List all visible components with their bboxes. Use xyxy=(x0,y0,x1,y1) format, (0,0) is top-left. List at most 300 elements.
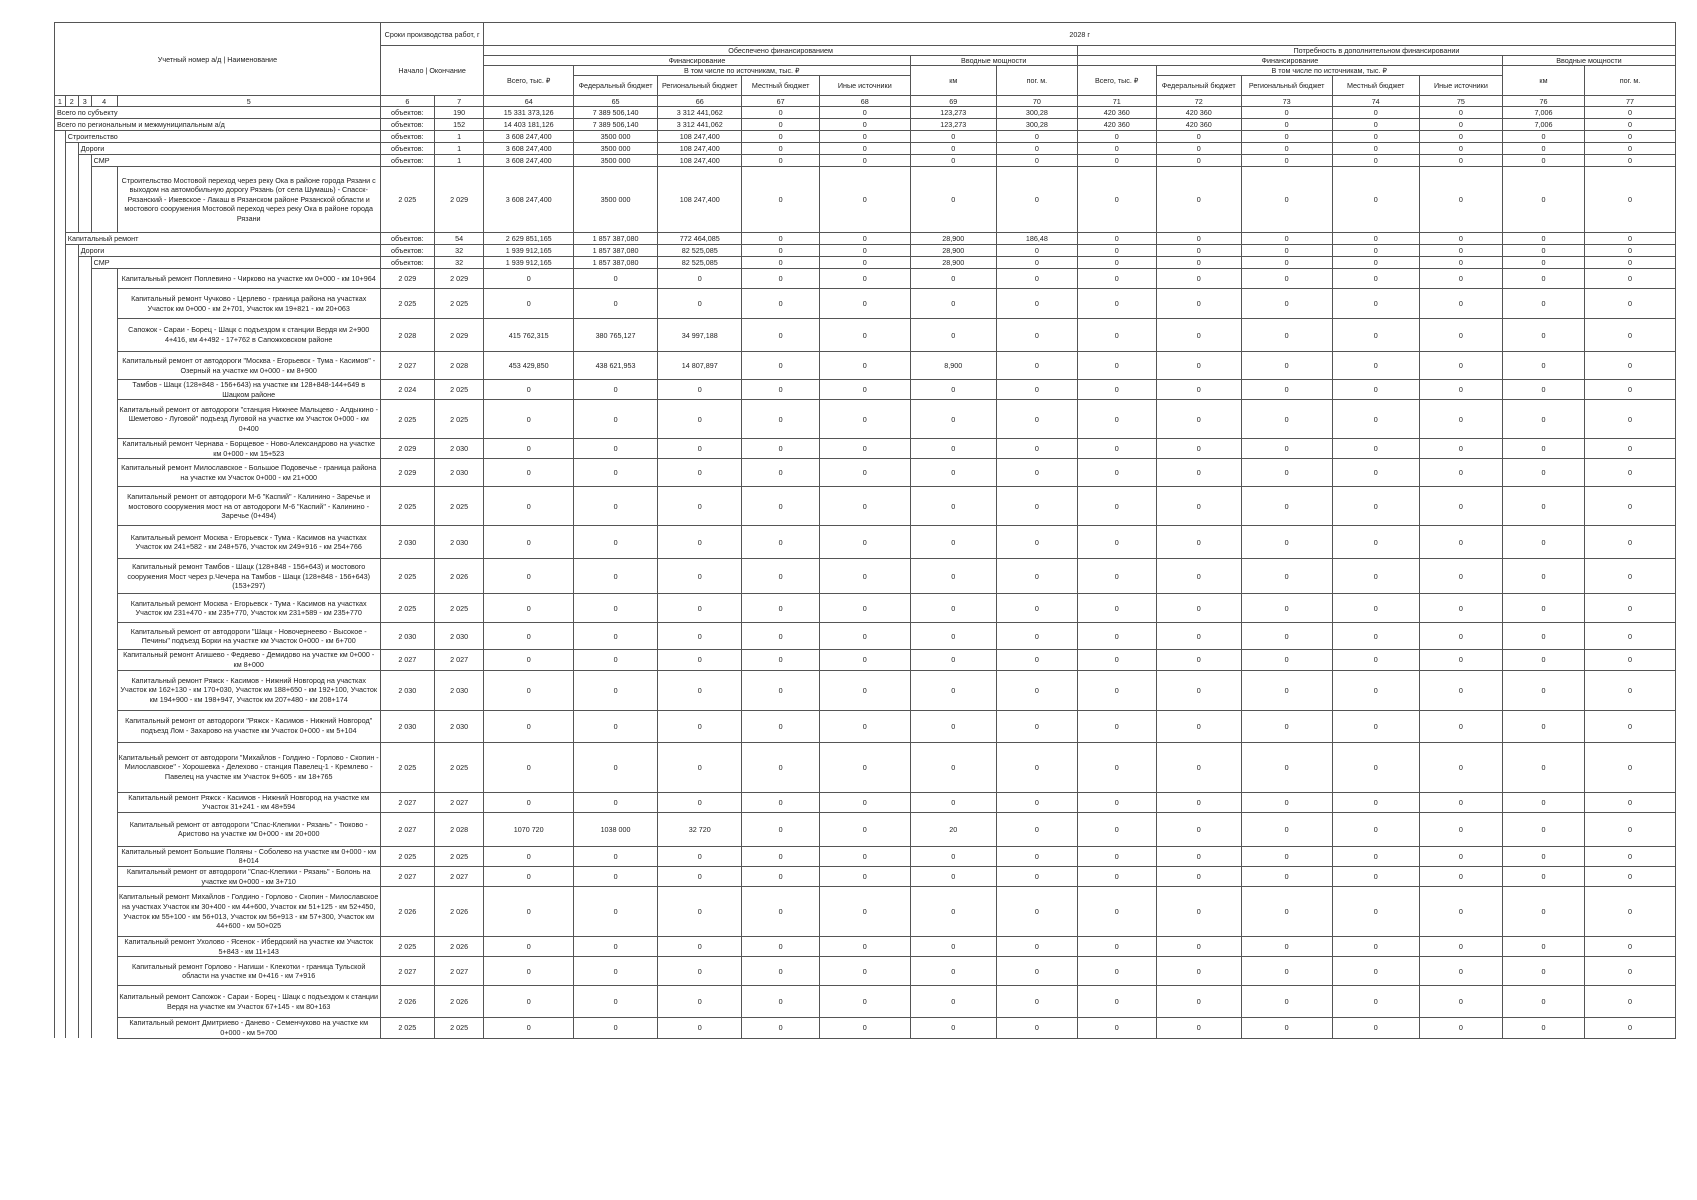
value-cell: 0 xyxy=(1584,1018,1675,1038)
value-cell: 438 621,953 xyxy=(573,352,657,380)
header-start-end: Начало | Окончание xyxy=(380,46,484,96)
value-cell: 0 xyxy=(996,319,1077,352)
value-cell: 0 xyxy=(1156,459,1241,487)
value-cell: 0 xyxy=(1502,887,1584,937)
indent-cell xyxy=(91,623,117,650)
value-cell: 0 xyxy=(996,487,1077,526)
indent-cell xyxy=(55,887,66,937)
value-cell: 0 xyxy=(1156,623,1241,650)
value-cell: 0 xyxy=(1584,439,1675,459)
indent-cell xyxy=(78,1018,91,1038)
value-cell: 0 xyxy=(996,380,1077,400)
value-cell: 0 xyxy=(1332,131,1419,143)
indent-cell xyxy=(91,710,117,742)
column-number: 69 xyxy=(910,96,996,107)
value-cell: 0 xyxy=(1419,269,1502,289)
value-cell: 0 xyxy=(1332,269,1419,289)
value-cell: 0 xyxy=(742,812,820,846)
column-number: 1 xyxy=(55,96,66,107)
indent-cell xyxy=(78,459,91,487)
value-cell: 0 xyxy=(996,1018,1077,1038)
value-cell: 0 xyxy=(1419,143,1502,155)
value-cell: 0 xyxy=(484,670,574,710)
value-cell: 0 xyxy=(1241,670,1332,710)
value-cell: 0 xyxy=(484,459,574,487)
value-cell: 3 312 441,062 xyxy=(658,107,742,119)
object-name: Капитальный ремонт от автодороги "Шацк - Новочернеево - Высокое - Печины" подъезд Борки на участке км Участок 0+000 - км 6+700 xyxy=(117,623,380,650)
value-cell: 108 247,400 xyxy=(658,155,742,167)
value-cell: 0 xyxy=(1332,650,1419,670)
column-number: 68 xyxy=(819,96,910,107)
start-year: 2 025 xyxy=(380,167,434,233)
value-cell: 0 xyxy=(1241,245,1332,257)
value-cell: 0 xyxy=(658,623,742,650)
value-cell: 0 xyxy=(1156,400,1241,439)
value-cell: 0 xyxy=(1584,742,1675,792)
end-year: 2 028 xyxy=(434,812,484,846)
value-cell: 0 xyxy=(1241,650,1332,670)
start-year: 2 027 xyxy=(380,650,434,670)
value-cell: 0 xyxy=(1502,233,1584,245)
start-year: 2 025 xyxy=(380,289,434,319)
value-cell: 0 xyxy=(1156,742,1241,792)
header-pogm-secured: пог. м. xyxy=(996,66,1077,96)
value-cell: 0 xyxy=(1156,487,1241,526)
value-cell: 0 xyxy=(484,269,574,289)
value-cell: 0 xyxy=(658,400,742,439)
header-year: 2028 г xyxy=(484,23,1676,46)
value-cell: 1 939 912,165 xyxy=(484,245,574,257)
value-cell: 0 xyxy=(742,559,820,594)
value-cell: 0 xyxy=(819,937,910,957)
value-cell: 0 xyxy=(658,957,742,986)
indent-cell xyxy=(78,559,91,594)
value-cell: 453 429,850 xyxy=(484,352,574,380)
value-cell: 0 xyxy=(658,526,742,559)
value-cell: 0 xyxy=(1419,439,1502,459)
value-cell: 0 xyxy=(819,319,910,352)
summary-count: 190 xyxy=(434,107,484,119)
indent-cell xyxy=(65,245,78,257)
object-name: Капитальный ремонт Сапожок - Сараи - Борец - Шацк с подъездом к станции Вердя на участке км Участок 67+145 - км 80+163 xyxy=(117,986,380,1018)
value-cell: 0 xyxy=(742,866,820,886)
header-regional-secured: Региональный бюджет xyxy=(658,76,742,96)
value-cell: 0 xyxy=(1156,957,1241,986)
value-cell: 0 xyxy=(1077,792,1156,812)
end-year: 2 025 xyxy=(434,742,484,792)
header-km-secured: км xyxy=(910,66,996,96)
value-cell: 0 xyxy=(484,380,574,400)
column-number: 66 xyxy=(658,96,742,107)
value-cell: 0 xyxy=(819,400,910,439)
value-cell: 0 xyxy=(996,792,1077,812)
object-row xyxy=(55,487,1676,526)
value-cell: 0 xyxy=(910,559,996,594)
indent-cell xyxy=(78,400,91,439)
value-cell: 0 xyxy=(573,269,657,289)
indent-cell xyxy=(91,459,117,487)
object-row xyxy=(55,1018,1676,1038)
value-cell: 0 xyxy=(1584,623,1675,650)
value-cell: 0 xyxy=(996,245,1077,257)
value-cell: 0 xyxy=(1156,155,1241,167)
start-year: 2 029 xyxy=(380,269,434,289)
value-cell: 0 xyxy=(819,594,910,623)
value-cell: 0 xyxy=(742,650,820,670)
value-cell: 0 xyxy=(658,487,742,526)
end-year: 2 030 xyxy=(434,670,484,710)
indent-cell xyxy=(55,742,66,792)
value-cell: 0 xyxy=(1502,400,1584,439)
value-cell: 0 xyxy=(1419,650,1502,670)
indent-cell xyxy=(65,866,78,886)
summary-count: 1 xyxy=(434,155,484,167)
value-cell: 7 389 506,140 xyxy=(573,119,657,131)
indent-cell xyxy=(91,846,117,866)
indent-cell xyxy=(65,846,78,866)
value-cell: 0 xyxy=(742,742,820,792)
value-cell: 1 857 387,080 xyxy=(573,245,657,257)
value-cell: 420 360 xyxy=(1077,107,1156,119)
value-cell: 0 xyxy=(1156,233,1241,245)
value-cell: 0 xyxy=(1241,792,1332,812)
object-name: Капитальный ремонт Ряжск - Касимов - Нижний Новгород на участке км Участок 31+241 - км 48+594 xyxy=(117,792,380,812)
value-cell: 0 xyxy=(910,289,996,319)
indent-cell xyxy=(65,623,78,650)
start-year: 2 028 xyxy=(380,319,434,352)
value-cell: 0 xyxy=(742,257,820,269)
indent-cell xyxy=(65,155,78,167)
value-cell: 0 xyxy=(1419,400,1502,439)
value-cell: 0 xyxy=(1419,289,1502,319)
value-cell: 0 xyxy=(484,526,574,559)
summary-unit: объектов: xyxy=(380,119,434,131)
end-year: 2 027 xyxy=(434,650,484,670)
value-cell: 0 xyxy=(1419,380,1502,400)
value-cell: 0 xyxy=(1502,594,1584,623)
start-year: 2 024 xyxy=(380,380,434,400)
value-cell: 3 608 247,400 xyxy=(484,143,574,155)
indent-cell xyxy=(55,155,66,167)
summary-unit: объектов: xyxy=(380,143,434,155)
end-year: 2 025 xyxy=(434,594,484,623)
value-cell: 0 xyxy=(1584,400,1675,439)
value-cell: 0 xyxy=(1332,957,1419,986)
value-cell: 0 xyxy=(1241,623,1332,650)
value-cell: 0 xyxy=(819,155,910,167)
value-cell: 0 xyxy=(1502,650,1584,670)
indent-cell xyxy=(91,352,117,380)
value-cell: 415 762,315 xyxy=(484,319,574,352)
value-cell: 0 xyxy=(1502,670,1584,710)
object-name: Капитальный ремонт Дмитриево - Данево - Семенчуково на участке км 0+000 - км 5+700 xyxy=(117,1018,380,1038)
value-cell: 0 xyxy=(819,792,910,812)
start-year: 2 030 xyxy=(380,623,434,650)
value-cell: 0 xyxy=(1584,846,1675,866)
header-capacity-need: Вводные мощности xyxy=(1502,56,1675,66)
end-year: 2 025 xyxy=(434,1018,484,1038)
value-cell: 0 xyxy=(1332,167,1419,233)
value-cell: 0 xyxy=(819,257,910,269)
value-cell: 0 xyxy=(1077,380,1156,400)
indent-cell xyxy=(55,459,66,487)
object-row xyxy=(55,559,1676,594)
value-cell: 0 xyxy=(1332,257,1419,269)
value-cell: 0 xyxy=(1502,742,1584,792)
header-pogm-need: пог. м. xyxy=(1584,66,1675,96)
value-cell: 0 xyxy=(1077,670,1156,710)
column-number: 74 xyxy=(1332,96,1419,107)
value-cell: 0 xyxy=(819,812,910,846)
indent-cell xyxy=(91,167,117,233)
value-cell: 0 xyxy=(1419,487,1502,526)
value-cell: 0 xyxy=(1419,319,1502,352)
indent-cell xyxy=(78,439,91,459)
summary-label: Строительство xyxy=(65,131,380,143)
value-cell: 0 xyxy=(658,710,742,742)
value-cell: 0 xyxy=(1241,526,1332,559)
object-name: Капитальный ремонт от автодороги "Ряжск - Касимов - Нижний Новгород" подъезд Лом - Захарово на участке км Участок 0+000 - км 5+104 xyxy=(117,710,380,742)
value-cell: 0 xyxy=(484,487,574,526)
summary-count: 1 xyxy=(434,143,484,155)
start-year: 2 025 xyxy=(380,400,434,439)
value-cell: 0 xyxy=(1332,245,1419,257)
indent-cell xyxy=(55,487,66,526)
value-cell: 0 xyxy=(1419,107,1502,119)
column-number: 70 xyxy=(996,96,1077,107)
value-cell: 0 xyxy=(819,289,910,319)
value-cell: 0 xyxy=(1584,887,1675,937)
object-name: Капитальный ремонт Чернава - Борщевое - Ново-Александрово на участке км 0+000 - км 15+523 xyxy=(117,439,380,459)
value-cell: 0 xyxy=(910,937,996,957)
value-cell: 0 xyxy=(1077,400,1156,439)
indent-cell xyxy=(91,380,117,400)
value-cell: 0 xyxy=(1584,269,1675,289)
value-cell: 0 xyxy=(1502,459,1584,487)
column-number: 5 xyxy=(117,96,380,107)
value-cell: 1070 720 xyxy=(484,812,574,846)
indent-cell xyxy=(78,167,91,233)
value-cell: 186,48 xyxy=(996,233,1077,245)
value-cell: 0 xyxy=(1419,623,1502,650)
value-cell: 300,28 xyxy=(996,107,1077,119)
header-local-secured: Местный бюджет xyxy=(742,76,820,96)
object-row xyxy=(55,269,1676,289)
value-cell: 0 xyxy=(573,887,657,937)
indent-cell xyxy=(55,986,66,1018)
value-cell: 0 xyxy=(658,439,742,459)
value-cell: 0 xyxy=(1332,119,1419,131)
value-cell: 0 xyxy=(484,846,574,866)
value-cell: 0 xyxy=(573,742,657,792)
value-cell: 0 xyxy=(1584,107,1675,119)
value-cell: 0 xyxy=(910,400,996,439)
header-local-need: Местный бюджет xyxy=(1332,76,1419,96)
value-cell: 0 xyxy=(658,887,742,937)
value-cell: 0 xyxy=(742,594,820,623)
value-cell: 1038 000 xyxy=(573,812,657,846)
value-cell: 0 xyxy=(1077,742,1156,792)
header-total-secured: Всего, тыс. ₽ xyxy=(484,66,574,96)
value-cell: 0 xyxy=(658,594,742,623)
value-cell: 0 xyxy=(1419,131,1502,143)
value-cell: 0 xyxy=(1502,812,1584,846)
value-cell: 0 xyxy=(1241,710,1332,742)
object-row xyxy=(55,289,1676,319)
value-cell: 0 xyxy=(484,742,574,792)
value-cell: 0 xyxy=(1502,487,1584,526)
value-cell: 0 xyxy=(996,131,1077,143)
value-cell: 0 xyxy=(1584,866,1675,886)
value-cell: 0 xyxy=(658,986,742,1018)
value-cell: 0 xyxy=(1241,986,1332,1018)
indent-cell xyxy=(55,812,66,846)
value-cell: 0 xyxy=(1241,459,1332,487)
value-cell: 0 xyxy=(1419,352,1502,380)
value-cell: 420 360 xyxy=(1077,119,1156,131)
summary-label: Всего по субъекту xyxy=(55,107,381,119)
value-cell: 0 xyxy=(1584,792,1675,812)
end-year: 2 028 xyxy=(434,352,484,380)
end-year: 2 026 xyxy=(434,986,484,1018)
value-cell: 0 xyxy=(1419,846,1502,866)
value-cell: 0 xyxy=(1241,594,1332,623)
value-cell: 0 xyxy=(1332,986,1419,1018)
value-cell: 0 xyxy=(910,887,996,937)
value-cell: 0 xyxy=(996,846,1077,866)
indent-cell xyxy=(78,594,91,623)
value-cell: 0 xyxy=(1419,710,1502,742)
value-cell: 0 xyxy=(742,937,820,957)
indent-cell xyxy=(65,742,78,792)
value-cell: 32 720 xyxy=(658,812,742,846)
value-cell: 0 xyxy=(742,131,820,143)
value-cell: 0 xyxy=(484,957,574,986)
indent-cell xyxy=(78,352,91,380)
column-number: 65 xyxy=(573,96,657,107)
value-cell: 0 xyxy=(573,846,657,866)
indent-cell xyxy=(65,459,78,487)
object-row xyxy=(55,986,1676,1018)
value-cell: 1 939 912,165 xyxy=(484,257,574,269)
value-cell: 0 xyxy=(996,167,1077,233)
value-cell: 0 xyxy=(742,400,820,439)
value-cell: 0 xyxy=(910,742,996,792)
indent-cell xyxy=(55,257,66,269)
value-cell: 0 xyxy=(1502,1018,1584,1038)
value-cell: 0 xyxy=(573,957,657,986)
indent-cell xyxy=(78,380,91,400)
value-cell: 0 xyxy=(484,594,574,623)
value-cell: 0 xyxy=(1332,319,1419,352)
value-cell: 0 xyxy=(1156,245,1241,257)
value-cell: 0 xyxy=(996,937,1077,957)
value-cell: 0 xyxy=(1332,846,1419,866)
value-cell: 0 xyxy=(1584,289,1675,319)
column-number: 64 xyxy=(484,96,574,107)
value-cell: 0 xyxy=(996,670,1077,710)
value-cell: 0 xyxy=(1332,459,1419,487)
value-cell: 0 xyxy=(910,155,996,167)
value-cell: 0 xyxy=(1156,1018,1241,1038)
summary-unit: объектов: xyxy=(380,131,434,143)
end-year: 2 026 xyxy=(434,937,484,957)
end-year: 2 027 xyxy=(434,866,484,886)
indent-cell xyxy=(91,594,117,623)
indent-cell xyxy=(65,670,78,710)
value-cell: 0 xyxy=(910,710,996,742)
indent-cell xyxy=(65,400,78,439)
value-cell: 0 xyxy=(484,792,574,812)
value-cell: 0 xyxy=(819,710,910,742)
value-cell: 0 xyxy=(996,526,1077,559)
column-number: 77 xyxy=(1584,96,1675,107)
value-cell: 0 xyxy=(1156,710,1241,742)
value-cell: 123,273 xyxy=(910,119,996,131)
value-cell: 0 xyxy=(1332,742,1419,792)
value-cell: 0 xyxy=(1584,131,1675,143)
value-cell: 0 xyxy=(1419,459,1502,487)
value-cell: 0 xyxy=(1502,439,1584,459)
value-cell: 0 xyxy=(1241,559,1332,594)
indent-cell xyxy=(78,846,91,866)
end-year: 2 030 xyxy=(434,623,484,650)
value-cell: 0 xyxy=(742,487,820,526)
value-cell: 0 xyxy=(1156,937,1241,957)
indent-cell xyxy=(78,866,91,886)
value-cell: 0 xyxy=(1584,245,1675,257)
value-cell: 3500 000 xyxy=(573,155,657,167)
value-cell: 0 xyxy=(658,846,742,866)
value-cell: 0 xyxy=(819,670,910,710)
value-cell: 0 xyxy=(484,650,574,670)
value-cell: 0 xyxy=(1077,143,1156,155)
value-cell: 0 xyxy=(910,1018,996,1038)
value-cell: 0 xyxy=(1077,439,1156,459)
indent-cell xyxy=(55,670,66,710)
value-cell: 0 xyxy=(1502,526,1584,559)
object-name: Капитальный ремонт Ряжск - Касимов - Нижний Новгород на участках Участок км 162+130 - км 170+030, Участок км 188+650 - км 192+100, Участок км 194+900 - км 198+947, Участок км 207+480 - км 208+174 xyxy=(117,670,380,710)
indent-cell xyxy=(78,710,91,742)
value-cell: 0 xyxy=(910,623,996,650)
summary-label: СМР xyxy=(91,257,380,269)
value-cell: 0 xyxy=(573,670,657,710)
indent-cell xyxy=(55,937,66,957)
column-number: 71 xyxy=(1077,96,1156,107)
value-cell: 0 xyxy=(1419,559,1502,594)
value-cell: 0 xyxy=(819,245,910,257)
value-cell: 0 xyxy=(484,439,574,459)
value-cell: 0 xyxy=(1077,887,1156,937)
value-cell: 0 xyxy=(742,957,820,986)
value-cell: 0 xyxy=(1332,439,1419,459)
value-cell: 0 xyxy=(573,559,657,594)
value-cell: 0 xyxy=(819,439,910,459)
header-other-secured: Иные источники xyxy=(819,76,910,96)
indent-cell xyxy=(55,792,66,812)
value-cell: 0 xyxy=(910,792,996,812)
object-row xyxy=(55,866,1676,886)
value-cell: 0 xyxy=(1077,245,1156,257)
indent-cell xyxy=(55,710,66,742)
start-year: 2 029 xyxy=(380,439,434,459)
summary-row xyxy=(55,257,1676,269)
value-cell: 0 xyxy=(1156,269,1241,289)
value-cell: 0 xyxy=(1156,257,1241,269)
value-cell: 0 xyxy=(1419,526,1502,559)
object-row xyxy=(55,792,1676,812)
object-name: Капитальный ремонт Большие Поляны - Соболево на участке км 0+000 - км 8+014 xyxy=(117,846,380,866)
